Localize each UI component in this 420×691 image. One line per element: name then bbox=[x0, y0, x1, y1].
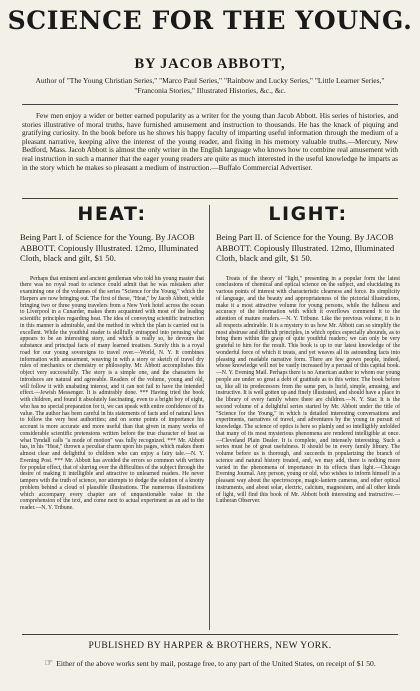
intro-rule bbox=[22, 198, 398, 199]
order-note bbox=[24, 659, 396, 669]
heat-reviews: Perhaps that eminent and ancient gentleman who told his young master that there was no royal road to science could admit that he was mistaken after examining one of the volumes of the series "Science for the Young," which the Harpers are now bringing out. The first of these, "Heat," by Jacob Abbott, while bringing two or three young travelers from a New York hotel across the ocean to Liverpool in a Cunarder, makes them acquainted with most of the leading scientific principles regarding heat. The idea of conveying scientific instruction in this manner is admirable, and the method in which the plan is carried out is excellent. While the youthful reader is skillfully entrapped into perusing what appears to be an interesting story, and which is really so, he devours the substance and principal facts of many learned treatises. Surely this is a royal road for our young sovereigns to travel over.—World, N. Y. It combines information with amusement, weaving in with a story or sketch of travel dry rules of mechanics or chemistry or philosophy. Mr. Abbott accomplishes this object very successfully. The story is a simple one, and the characters he introduces are natural and agreeable. Readers of the volume, young and old, will follow it with unabating interest, and it can not fail to have the intended effect.—Jewish Messenger. It is admirably done. *** Having tried the book with children, and found it absolutely fascinating, even to a bright boy of eight, who has no special preparation for it, we can speak with entire confidence of its value. The author has been careful in his statements of facts and of natural laws to follow the very best authorities; and on some points of importance his account is more accurate and more useful than that given in many works of considerable scientific pretensions written before the true character of heat as what Tyndall calls "a mode of motion" was fully recognized. *** Mr. Abbott has, in his "Heat," thrown a peculiar charm upon his pages, which makes them almost clear and delightful to children who can enjoy a fairy tale.—N. Y. Evening Post. *** Mr. Abbott has avoided the errors so common with writers for popular effect, that of slurring over the difficulties of the subject through the desire of making it intelligible and attractive to unlearned readers. He never tampers with the truth of science, nor attempts to dodge the solution of a knotty problem behind a cloud of plausible illustrations. The numerous illustrations which accompany every chapter are of unquestionable value in the comprehension of the text, and come next to actual experiment as an aid to the reader.—N. Y. Tribune. bbox=[20, 275, 204, 511]
bottom-rule bbox=[22, 634, 398, 635]
top-rule bbox=[22, 104, 398, 105]
heat-title: HEAT: bbox=[77, 203, 147, 225]
heat-column bbox=[20, 203, 204, 512]
author-works: Author of "The Young Christian Series," "Marco Paul Series," "Rainbow and Lucky Series," "Little Learner Series," "Franconia Stories," Illustrated Histories, &c., &c. bbox=[35, 76, 385, 95]
publisher-line: PUBLISHED BY HARPER & BROTHERS, NEW YORK. bbox=[88, 641, 332, 651]
light-subtitle: Being Part II. of Science for the Young. By JACOB ABBOTT. Copiously Illustrated. 12mo, Illuminated Cloth, black and gilt, $1 50. bbox=[216, 232, 395, 263]
light-title: LIGHT: bbox=[268, 203, 348, 225]
light-column bbox=[216, 203, 400, 505]
column-divider bbox=[209, 205, 210, 630]
intro-paragraph: Few men enjoy a wider or better earned popularity as a writer for the young than Jacob Abbott. His series of histories, and stories illustrative of moral truths, have furnished amusement and instruction to thousands. He has the knack of piquing and gratifying curiosity. In the book before us he shows his happy faculty of imparting useful information through the medium of a pleasant narrative, keeping alive the interest of the young reader, and fixing in his memory valuable truths.—Mercury, New Bedford, Mass. Jacob Abbott is almost the only writer in the English language who knows how to combine real amusement with real instruction in such a manner that the eager young readers are quite as much interested in the useful knowledge he imparts as in the story which he makes so pleasant a medium of instruction.—Buffalo Commercial Advertiser. bbox=[22, 111, 398, 172]
page-title: SCIENCE FOR THE YOUNG. bbox=[7, 6, 413, 35]
author-line: BY JACOB ABBOTT, bbox=[134, 56, 286, 72]
pointing-hand-icon: ☞ bbox=[44, 658, 54, 669]
light-reviews: Treats of the theory of "light," presenting in a popular form the latest conclusions of chemical and optical science on the subject, and elucidating its various points of interest with characteristic clearness and force. Its simplicity of language, and the beauty and appropriateness of the pictorial illustrations, make it a most attractive volume for young persons, while the fullness and accuracy of the information with which it overflows commend it to the attention of mature readers.—N. Y. Tribune. Like the previous volume, it is in all respects admirable. It is a mystery to us how Mr. Abbott can so simplify the most abstruse and difficult principles, in which optics especially abounds, as to bring them within the grasp of quite youthful readers; we can only be very grateful to him for the result. This book is up to our latest knowledge of the wonderful force of which it treats, and yet weaves all its astounding facts into pleasing and readable narrative form. There are few grown people, indeed, whose knowledge will not be vastly increased by a perusal of this capital book.—N. Y. Evening Mail. Perhaps there is no American author to whom our young people are under so great a debt of gratitude as to this writer. The book before us, like all its predecessors from the same pen, is lucid, simple, amusing, and instructive. It is well gotten up and finely illustrated, and should have a place in the library of every family where there are children.—N. Y. Star. It is the second volume of a delightful series started by Mr. Abbott under the title of "Science for the Young," in which is detailed interesting conversations and experiments, narratives of travel, and adventures by the young in pursuit of knowledge. The science of optics is here so plainly and so intelligibly unfolded that many of its most mysterious phenomena are rendered intelligible at once.—Cleveland Plain Dealer. It is complete, and intensely interesting. Such a series must be of great usefulness. It should be in every family library. The volume before us is thorough, and succeeds in popularizing the branch of science and natural history treated, and, we may add, there is nothing more varied in the phenomena of importance in its effects than light.—Chicago Evening Journal. Any person, young or old, who wishes to inform himself in a pleasant way about the spectroscope, magic-lantern cameras, and other optical instruments, and about solar, electric, calcium, magnesium, and all other kinds of light, will find this book of Mr. Abbott both interesting and instructive.—Lutheran Observer. bbox=[216, 275, 400, 505]
heat-subtitle: Being Part I. of Science for the Young. By JACOB ABBOTT. Copiously Illustrated. 12mo, Illuminated Cloth, black and gilt, $1 50. bbox=[20, 232, 199, 263]
order-text: Either of the above works sent by mail, postage free, to any part of the United States, on receipt of $1 50. bbox=[56, 659, 376, 668]
